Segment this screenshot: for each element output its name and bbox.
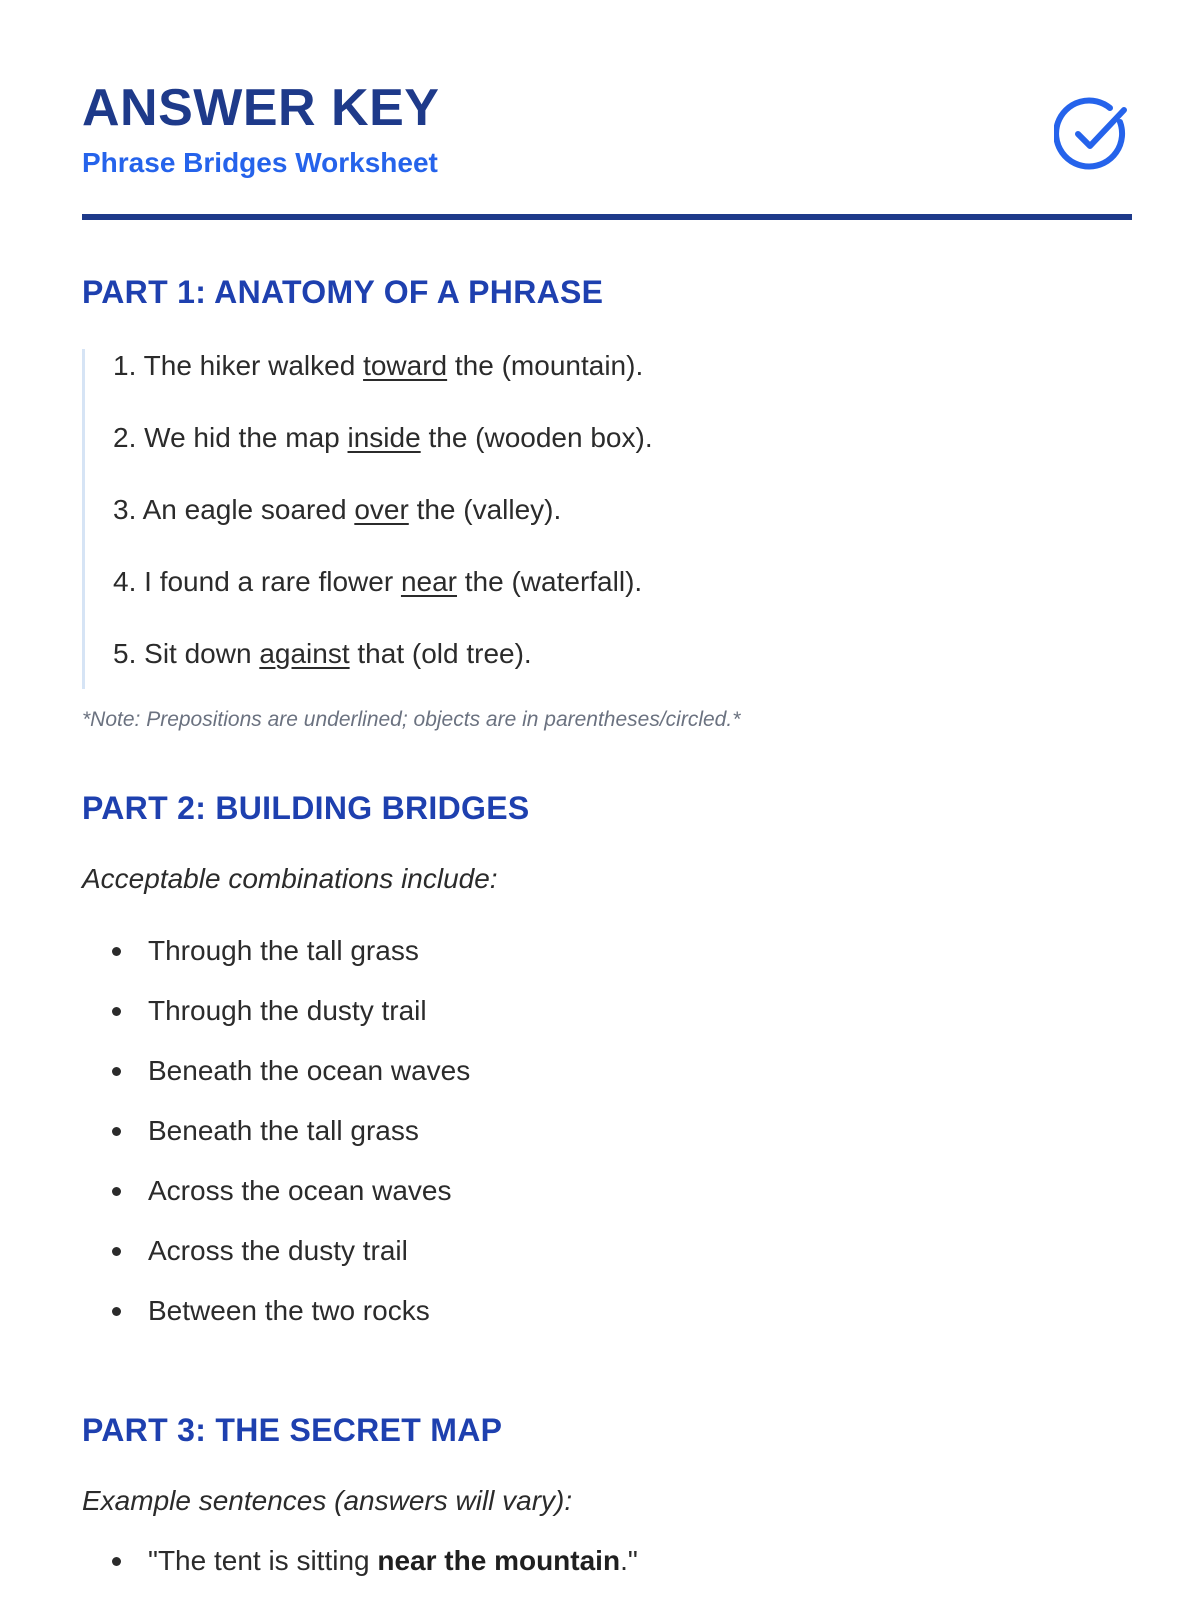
list-item-text: Through the tall grass: [148, 935, 419, 966]
item-text-after: the (waterfall).: [464, 566, 643, 597]
item-text-before: Sit down: [144, 638, 252, 669]
sentence-phrase: near the mountain: [377, 1545, 621, 1576]
answer-item: [113, 349, 643, 383]
item-number: 4.: [113, 566, 137, 597]
check-circle-icon: [1054, 96, 1132, 174]
part2-intro: Acceptable combinations include:: [82, 863, 498, 894]
header-divider: [82, 214, 1132, 220]
item-text-before: The hiker walked: [143, 350, 356, 381]
part1-title: PART 1: ANATOMY OF A PHRASE: [82, 274, 604, 310]
item-text-before: We hid the map: [144, 422, 340, 453]
item-text-after: that (old tree).: [357, 638, 532, 669]
list-item-text: Between the two rocks: [148, 1295, 430, 1326]
preposition: toward: [363, 350, 448, 381]
item-number: 1.: [113, 350, 137, 381]
sentence-text-after: .": [620, 1545, 638, 1576]
bullet-dot: [112, 1557, 121, 1566]
list-item-text: Beneath the tall grass: [148, 1115, 419, 1146]
item-text-after: the (mountain).: [454, 350, 644, 381]
bullet-dot: [112, 947, 121, 956]
part1-answer-list: [82, 349, 985, 689]
example-sentence: [148, 1544, 638, 1578]
part3-title: PART 3: THE SECRET MAP: [82, 1412, 503, 1448]
list-item-text: Across the ocean waves: [148, 1175, 452, 1206]
preposition: near: [400, 566, 457, 597]
list-item-text: Beneath the ocean waves: [148, 1055, 471, 1086]
bullet-dot: [112, 1127, 121, 1136]
preposition: against: [259, 638, 350, 669]
sentence-text-before: "The tent is sitting: [148, 1545, 378, 1576]
answer-item: [113, 565, 642, 599]
item-number: 3.: [113, 494, 137, 525]
part1-note: *Note: Prepositions are underlined; objects are in parentheses/circled.*: [82, 708, 741, 731]
bullet-dot: [112, 1187, 121, 1196]
answer-item: [113, 493, 561, 527]
preposition: inside: [347, 422, 421, 453]
item-number: 2.: [113, 422, 137, 453]
item-text-after: the (valley).: [416, 494, 562, 525]
part3-intro: Example sentences (answers will vary):: [82, 1485, 573, 1516]
list-item-text: Through the dusty trail: [148, 995, 427, 1026]
page-subtitle: Phrase Bridges Worksheet: [82, 147, 438, 178]
answer-item: [113, 637, 532, 671]
preposition: over: [354, 494, 409, 525]
header: [82, 78, 1132, 218]
part2-title: PART 2: BUILDING BRIDGES: [82, 790, 530, 826]
answer-item: [113, 421, 653, 455]
item-text-before: I found a rare flower: [144, 566, 394, 597]
page-title: ANSWER KEY: [82, 79, 440, 137]
item-text-after: the (wooden box).: [428, 422, 653, 453]
list-item-text: Across the dusty trail: [148, 1235, 408, 1266]
item-text-before: An eagle soared: [142, 494, 347, 525]
bullet-dot: [112, 1307, 121, 1316]
item-number: 5.: [113, 638, 137, 669]
bullet-dot: [112, 1067, 121, 1076]
bullet-dot: [112, 1007, 121, 1016]
bullet-dot: [112, 1247, 121, 1256]
